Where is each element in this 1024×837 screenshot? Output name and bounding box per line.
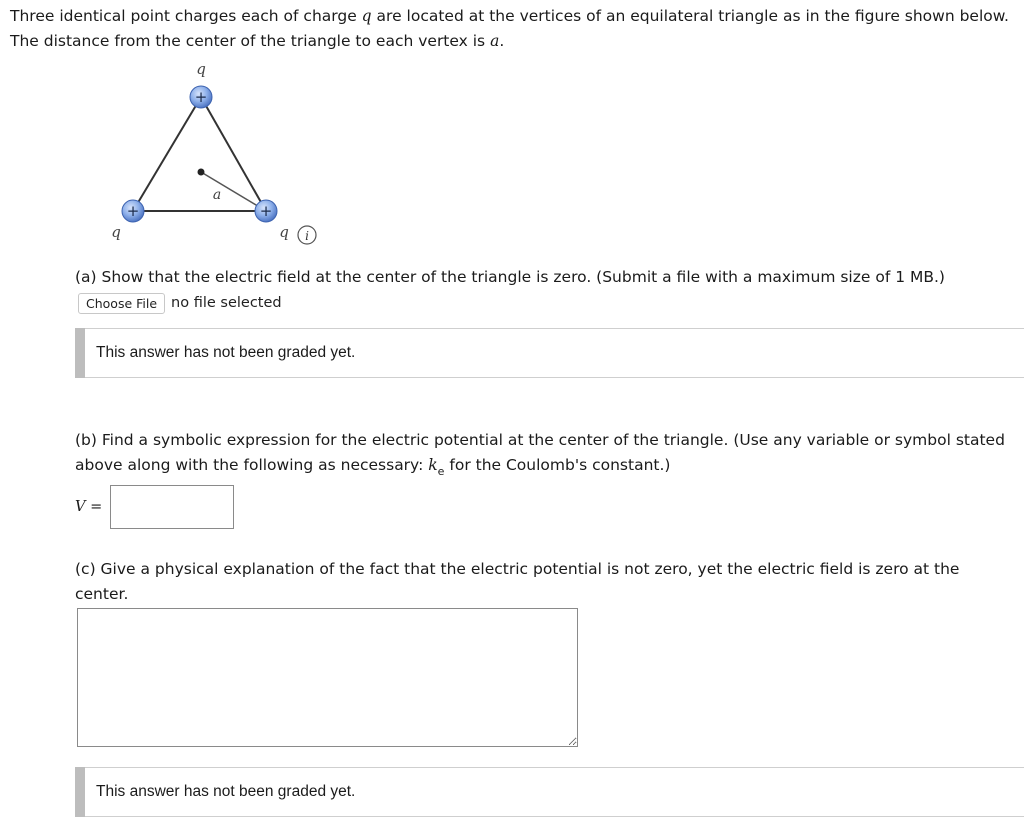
part-b-question: [75, 428, 1005, 479]
graded-bar: [75, 328, 85, 378]
k-subscript: e: [437, 465, 445, 478]
info-icon-glyph: i: [305, 229, 309, 243]
v-equals: =: [85, 499, 103, 515]
charge-top-label: q: [196, 60, 206, 78]
v-symbol: V: [75, 499, 86, 515]
part-b-question-1: (b) Find a symbolic expression for the electric potential at the center of the triangle. (Use any variable or symbol stated above along with the following as necessary:: [75, 431, 1005, 474]
problem-intro: [10, 4, 1010, 54]
k-symbol: k: [428, 456, 438, 474]
triangle-side-right: [201, 97, 266, 211]
distance-label: a: [212, 187, 222, 203]
v-label: [75, 499, 102, 515]
triangle-side-left: [133, 97, 201, 211]
part-c-answer-textarea[interactable]: [77, 608, 578, 747]
graded-bar: [75, 767, 85, 817]
part-c-question: (c) Give a physical explanation of the fact that the electric potential is not zero, yet the electric field is zero at the center.: [75, 560, 960, 603]
part-c-graded-message: This answer has not been graded yet.: [96, 783, 356, 800]
charge-right: [255, 200, 277, 222]
part-a-graded-message: This answer has not been graded yet.: [96, 344, 356, 361]
v-answer-input[interactable]: [110, 485, 234, 529]
intro-var-q: q: [361, 7, 372, 25]
intro-var-a: a: [490, 32, 500, 50]
part-b-question-2: for the Coulomb's constant.): [444, 456, 671, 474]
triangle-diagram: [100, 58, 330, 248]
charge-left-label: q: [111, 223, 121, 241]
v-answer-row: [75, 485, 234, 529]
file-status: no file selected: [171, 295, 282, 311]
intro-text-3: .: [499, 32, 505, 50]
part-a-question: (a) Show that the electric field at the center of the triangle is zero. (Submit a file with a maximum size of 1 MB.): [75, 268, 945, 286]
part-a-graded-notice: [75, 328, 1024, 378]
charge-right-plus: +: [259, 202, 273, 220]
file-upload: [78, 291, 282, 315]
charge-right-label: q: [279, 223, 289, 241]
triangle-figure: [100, 58, 330, 248]
info-icon[interactable]: [298, 226, 316, 244]
charge-top: [190, 86, 212, 108]
charge-top-plus: +: [194, 88, 208, 106]
intro-text-2: are located at the vertices of an equilateral triangle as in the figure shown below. The distance from the center of the triangle to each vertex is: [10, 7, 1009, 50]
intro-text-1: Three identical point charges each of charge: [10, 7, 362, 25]
charge-left: [122, 200, 144, 222]
charge-left-plus: +: [126, 202, 140, 220]
choose-file-button[interactable]: Choose File: [78, 293, 165, 314]
center-point: [198, 169, 205, 176]
part-c-graded-notice: [75, 767, 1024, 817]
